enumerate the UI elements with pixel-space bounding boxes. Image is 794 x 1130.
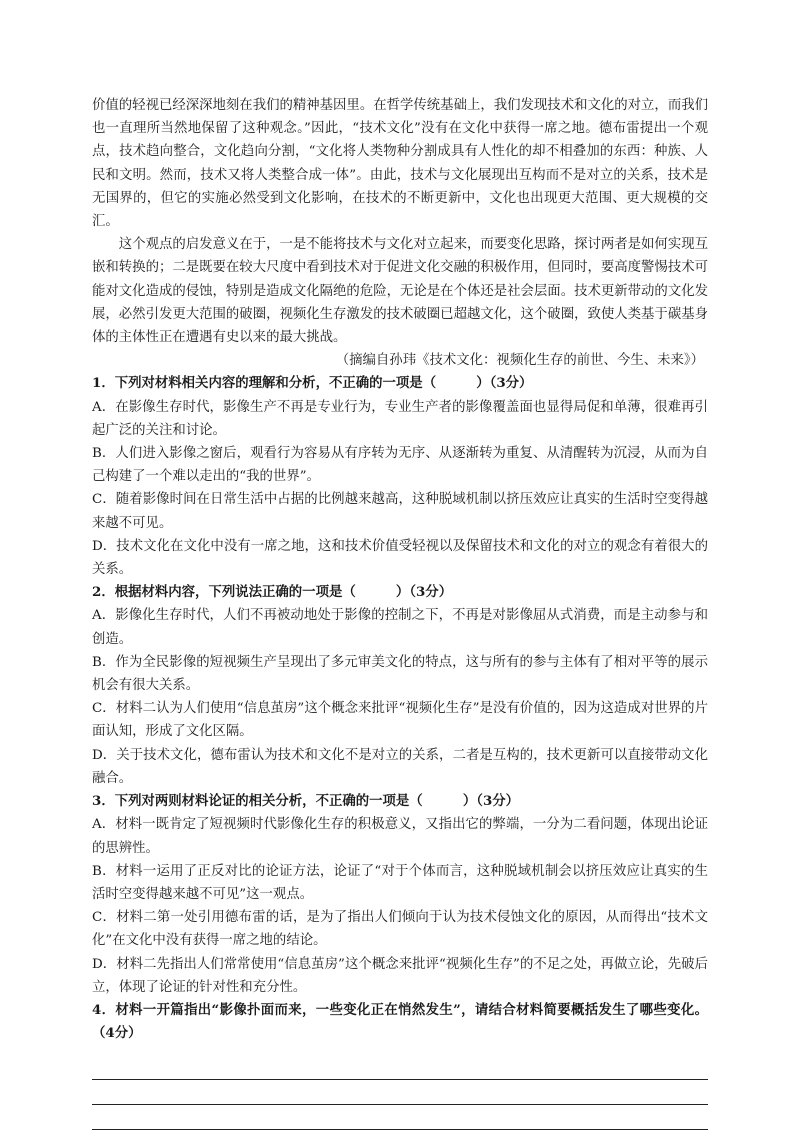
answer-area[interactable] (92, 1055, 708, 1130)
answer-line[interactable] (92, 1055, 708, 1080)
answer-line[interactable] (92, 1080, 708, 1105)
question-stem: 3．下列对两则材料论证的相关分析，不正确的一项是（ ）（3分） (92, 793, 520, 810)
option-b: B．材料一运用了正反对比的论证方法，论证了“对于个体而言，这种脱域机制会以挤压效应让真实的生活时空变得越来越不可见”这一观点。 (92, 863, 708, 902)
option-d: D．技术文化在文化中没有一席之地，这和技术价值受轻视以及保留技术和文化的对立的观念有着很大的关系。 (92, 538, 708, 578)
question-stem: 2．根据材料内容，下列说法正确的一项是（ ）（3分） (92, 584, 453, 601)
question-1 (92, 372, 708, 581)
option-a: A．材料一既肯定了短视频时代影像化生存的积极意义，又指出它的弊端，一分为二看问题，体现出论证的思辨性。 (92, 817, 708, 856)
option-a: A．在影像生存时代，影像生产不再是专业行为，专业生产者的影像覆盖面也显得局促和单薄，很难再引起广泛的关注和讨论。 (92, 399, 708, 438)
question-4 (92, 999, 708, 1130)
question-2 (92, 581, 708, 790)
answer-line[interactable] (92, 1105, 708, 1130)
option-c: C．材料二第一处引用德布雷的话，是为了指出人们倾向于认为技术侵蚀文化的原因，从而得出“技术文化”在文化中没有获得一席之地的结论。 (92, 910, 708, 949)
passage-paragraph-1: 价值的轻视已经深深地刻在我们的精神基因里。在哲学传统基础上，我们发现技术和文化的对立，而我们也一直理所当然地保留了这种观念。”因此，“技术文化”没有在文化中获得一席之地。德布雷提出一个观点，技术趋向整合，文化趋向分割，“文化将人类物种分割成具有人性化的却不相叠加的东西：种族、人民和文明。然而，技术又将人类整合成一体”。由此，技术与文化展现出互构而不是对立的关系，技术是无国界的，但它的实施必然受到文化影响，在技术的不断更新中，文化也出现更大范围、更大规模的交汇。 (92, 98, 708, 230)
passage-source: （摘编自孙玮《技术文化：视频化生存的前世、今生、未来》） (335, 353, 704, 369)
question-3 (92, 790, 708, 999)
question-stem: 1．下列对材料相关内容的理解和分析，不正确的一项是（ ）（3分） (92, 375, 533, 392)
option-d: D．关于技术文化，德布雷认为技术和文化不是对立的关系，二者是互构的，技术更新可以直接带动文化融合。 (92, 747, 708, 786)
option-d: D．材料二先指出人们常常使用“信息茧房”这个概念来批评“视频化生存”的不足之处，再做立论，先破后立，体现了论证的针对性和充分性。 (92, 956, 708, 995)
passage-paragraph-2: 这个观点的启发意义在于，一是不能将技术与文化对立起来，而要变化思路，探讨两者是如何实现互嵌和转换的；二是既要在较大尺度中看到技术对于促进文化交融的积极作用，但同时，要高度警惕技术可能对文化造成的侵蚀，特别是造成文化隔绝的危险，无论是在个体还是社会层面。技术更新带动的文化发展，必然引发更大范围的破圈，视频化生存激发的技术破圈已超越文化，这个破圈，致使人类基于碳基身体的主体性正在遭遇有史以来的最大挑战。 (92, 237, 708, 346)
option-c: C．材料二认为人们使用“信息茧房”这个概念来批评“视频化生存”是没有价值的，因为这造成对世界的片面认知，形成了文化区隔。 (92, 701, 708, 740)
option-a: A．影像化生存时代，人们不再被动地处于影像的控制之下，不再是对影像屈从式消费，而是主动参与和创造。 (92, 608, 708, 647)
exam-page (92, 94, 708, 1130)
option-c: C．随着影像时间在日常生活中占据的比例越来越高，这种脱域机制以挤压效应让真实的生活时空变得越来越不可见。 (92, 492, 708, 531)
option-b: B．人们进入影像之窗后，观看行为容易从有序转为无序、从逐渐转为重复、从清醒转为沉浸，从而为自己构建了一个难以走出的“我的世界”。 (92, 446, 708, 485)
option-b: B．作为全民影像的短视频生产呈现出了多元审美文化的特点，这与所有的参与主体有了相对平等的展示机会有很大关系。 (92, 654, 708, 694)
question-stem: 4．材料一开篇指出“影像扑面而来，一些变化正在悄然发生”，请结合材料简要概括发生了哪些变化。（4分） (92, 1001, 708, 1042)
